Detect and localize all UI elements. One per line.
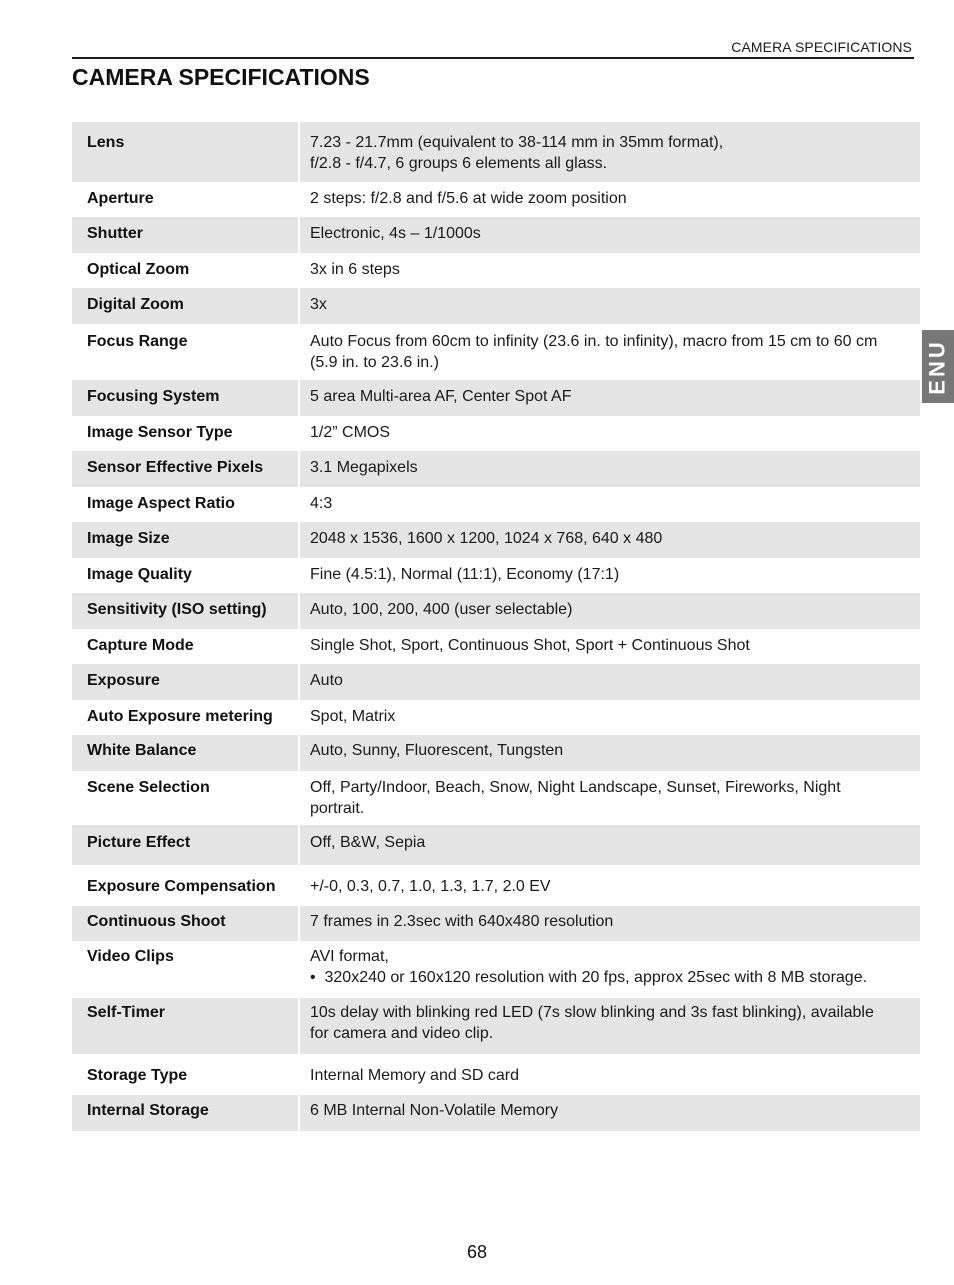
spec-value (300, 906, 920, 941)
spec-value (300, 771, 920, 825)
spec-label: White Balance (72, 735, 298, 771)
spec-row (72, 629, 920, 664)
spec-value (300, 865, 920, 906)
spec-row (72, 380, 920, 416)
spec-row (72, 998, 920, 1054)
spec-value-line: 7 frames in 2.3sec with 640x480 resolution (310, 913, 614, 930)
language-tab (922, 330, 954, 403)
spec-label: Focusing System (72, 380, 298, 416)
spec-value (300, 629, 920, 664)
spec-label: Sensor Effective Pixels (72, 451, 298, 487)
spec-row (72, 825, 920, 865)
spec-row (72, 1054, 920, 1095)
spec-value-line: Auto (310, 672, 343, 689)
spec-label: Image Aspect Ratio (87, 495, 235, 512)
spec-label: Exposure (72, 664, 298, 700)
spec-label: Digital Zoom (72, 288, 298, 324)
spec-value-line: 1/2” CMOS (310, 424, 391, 441)
spec-value-line: 3x (310, 296, 327, 313)
spec-label: Internal Storage (72, 1095, 298, 1131)
spec-value (300, 1054, 920, 1095)
spec-value (300, 416, 920, 451)
spec-label: Image Sensor Type (87, 424, 233, 441)
spec-row (72, 941, 920, 998)
spec-label: Image Quality (87, 566, 192, 583)
spec-value-line: Off, B&W, Sepia (310, 834, 426, 851)
spec-value (300, 735, 920, 771)
spec-row (72, 735, 920, 771)
spec-value (300, 825, 920, 865)
spec-row (72, 288, 920, 324)
spec-label: Self-Timer (72, 998, 298, 1054)
spec-row (72, 1095, 920, 1131)
specifications-table (72, 122, 920, 1131)
spec-value-line: Auto, 100, 200, 400 (user selectable) (310, 601, 573, 618)
spec-row (72, 906, 920, 941)
spec-label: Exposure Compensation (87, 878, 276, 895)
spec-value-line: f/2.8 - f/4.7, 6 groups 6 elements all glass. (310, 155, 608, 172)
spec-row (72, 558, 920, 593)
spec-label: Picture Effect (72, 825, 298, 865)
spec-row (72, 593, 920, 629)
spec-label: Video Clips (87, 948, 174, 965)
spec-value-line: Auto Focus from 60cm to infinity (23.6 in. to infinity), macro from 15 cm to 60 cm (310, 333, 878, 350)
spec-label: Aperture (87, 190, 154, 207)
header-divider (72, 57, 914, 59)
spec-value-line: 4:3 (310, 495, 333, 512)
spec-value (300, 998, 920, 1054)
spec-value-line: Auto, Sunny, Fluorescent, Tungsten (310, 742, 564, 759)
spec-row (72, 217, 920, 253)
spec-value (300, 1095, 920, 1131)
running-header: CAMERA SPECIFICATIONS (731, 39, 912, 55)
spec-label: Auto Exposure metering (87, 708, 273, 725)
spec-value-line: Single Shot, Sport, Continuous Shot, Sport + Continuous Shot (310, 637, 750, 654)
spec-value (300, 380, 920, 416)
spec-label: Image Size (72, 522, 298, 558)
spec-row (72, 122, 920, 182)
spec-value (300, 558, 920, 593)
spec-value-line: 7.23 - 21.7mm (equivalent to 38-114 mm in 35mm format), (310, 134, 724, 151)
spec-value (300, 522, 920, 558)
spec-row (72, 522, 920, 558)
spec-value (300, 487, 920, 522)
spec-value-line: Fine (4.5:1), Normal (11:1), Economy (17:1) (310, 566, 620, 583)
spec-row (72, 182, 920, 217)
spec-value (300, 593, 920, 629)
spec-row (72, 771, 920, 825)
spec-value-line: 3x in 6 steps (310, 261, 400, 278)
spec-value-line: 2 steps: f/2.8 and f/5.6 at wide zoom position (310, 190, 627, 207)
spec-label: Storage Type (87, 1067, 188, 1084)
spec-row (72, 416, 920, 451)
spec-value (300, 122, 920, 182)
spec-row (72, 865, 920, 906)
spec-value (300, 700, 920, 735)
spec-label: Continuous Shoot (72, 906, 298, 941)
spec-label: Lens (72, 122, 298, 182)
language-tab-label: ENU (925, 338, 951, 395)
spec-value-line: AVI format, (310, 948, 389, 965)
spec-row (72, 451, 920, 487)
spec-value (300, 451, 920, 487)
spec-value-line: Electronic, 4s – 1/1000s (310, 225, 481, 242)
spec-value (300, 324, 920, 380)
page-number: 68 (466, 1242, 488, 1262)
spec-value (300, 253, 920, 288)
spec-value-line: 6 MB Internal Non-Volatile Memory (310, 1102, 559, 1119)
spec-value (300, 664, 920, 700)
spec-value (300, 941, 920, 998)
spec-value (300, 288, 920, 324)
spec-value-line: +/-0, 0.3, 0.7, 1.0, 1.3, 1.7, 2.0 EV (310, 878, 551, 895)
page-title: CAMERA SPECIFICATIONS (72, 64, 370, 90)
spec-value-line: 5 area Multi-area AF, Center Spot AF (310, 388, 572, 405)
spec-value-line: Off, Party/Indoor, Beach, Snow, Night Landscape, Sunset, Fireworks, Night (310, 779, 841, 796)
spec-label: Capture Mode (87, 637, 194, 654)
spec-value-line: Spot, Matrix (310, 708, 396, 725)
spec-label: Focus Range (87, 333, 188, 350)
spec-row (72, 487, 920, 522)
spec-row (72, 253, 920, 288)
spec-value (300, 182, 920, 217)
spec-label: Scene Selection (87, 779, 210, 796)
spec-row (72, 664, 920, 700)
spec-label: Shutter (72, 217, 298, 253)
spec-value-bullet: • 320x240 or 160x120 resolution with 20 fps, approx 25sec with 8 MB storage. (310, 967, 920, 988)
spec-row (72, 324, 920, 380)
spec-value-line: (5.9 in. to 23.6 in.) (310, 354, 439, 371)
spec-value (300, 217, 920, 253)
spec-value-line: 2048 x 1536, 1600 x 1200, 1024 x 768, 640 x 480 (310, 530, 663, 547)
spec-label: Optical Zoom (87, 261, 190, 278)
spec-value-line: 10s delay with blinking red LED (7s slow blinking and 3s fast blinking), available (310, 1004, 874, 1021)
spec-value-line: for camera and video clip. (310, 1025, 494, 1042)
spec-value-line: 3.1 Megapixels (310, 459, 418, 476)
spec-value-line: Internal Memory and SD card (310, 1067, 519, 1084)
spec-row (72, 700, 920, 735)
spec-label: Sensitivity (ISO setting) (72, 593, 298, 629)
spec-value-line: portrait. (310, 800, 365, 817)
